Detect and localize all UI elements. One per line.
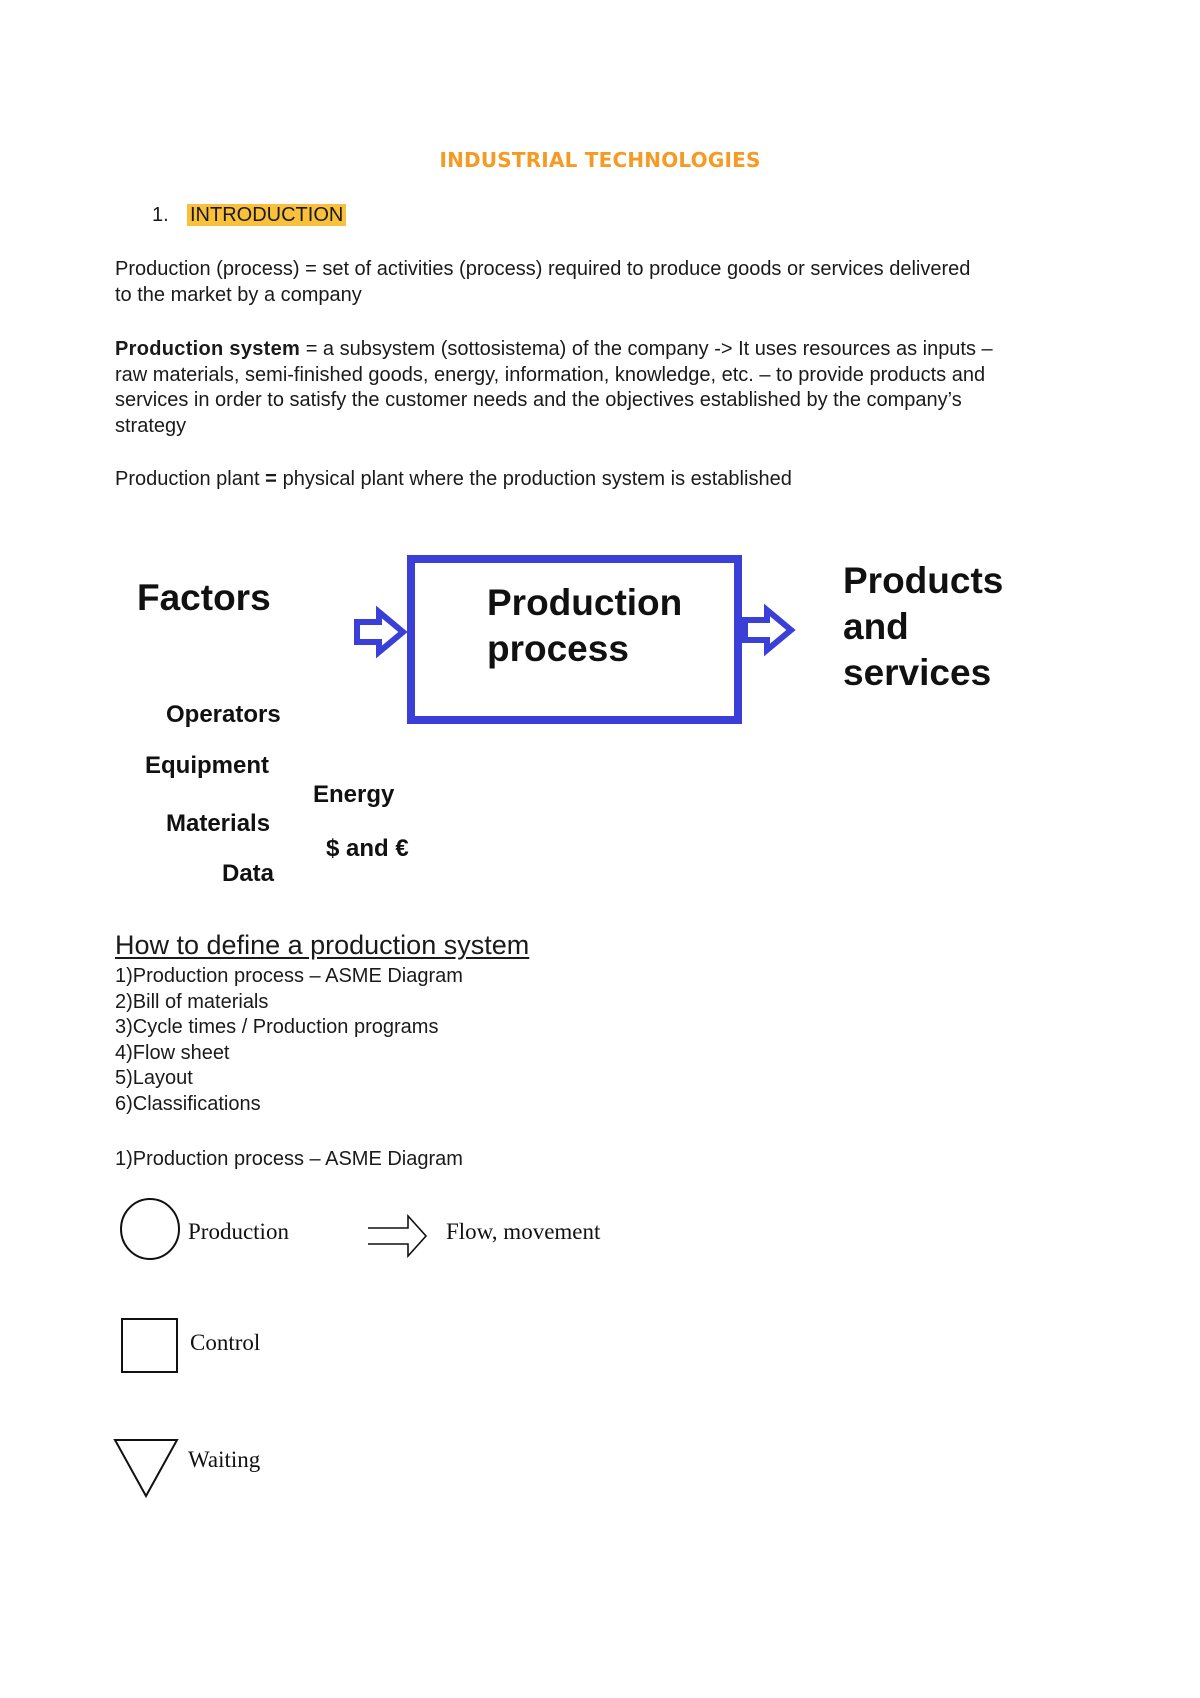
how-to-list	[115, 964, 463, 1117]
output-label-line: Products	[843, 560, 1004, 601]
paragraph-line	[115, 337, 1105, 363]
production-plant-definition	[115, 467, 1105, 493]
flow-arrow-icon	[366, 1214, 428, 1258]
asme-subheading: 1)Production process – ASME Diagram	[115, 1148, 463, 1170]
process-label	[487, 580, 682, 672]
factor-energy: Energy	[313, 781, 395, 808]
production-process-definition	[115, 257, 1105, 308]
section-heading-text: INTRODUCTION	[187, 204, 346, 226]
factor-data: Data	[222, 860, 275, 887]
production-system-definition	[115, 337, 1105, 439]
term-production-system: Production system	[115, 338, 301, 360]
output-label-line: and	[843, 606, 909, 647]
output-arrow-icon	[741, 606, 795, 654]
production-circle-icon	[120, 1198, 182, 1262]
list-item: 1)Production process – ASME Diagram	[115, 965, 463, 987]
paragraph-line: strategy	[115, 414, 187, 437]
control-square-icon	[121, 1318, 179, 1374]
factors-title: Factors	[137, 577, 271, 618]
waiting-triangle-icon	[113, 1438, 179, 1498]
paragraph-line: raw materials, semi-finished goods, energy, information, knowledge, etc. – to provide products and	[115, 363, 986, 386]
factor-money: $ and €	[326, 835, 409, 862]
output-label	[843, 558, 1003, 696]
factor-materials: Materials	[166, 810, 271, 837]
paragraph-text: = a subsystem (sottosistema) of the company -> It uses resources as inputs –	[300, 338, 993, 360]
equals-sign: =	[265, 468, 278, 490]
list-item: 2)Bill of materials	[115, 990, 269, 1013]
asme-production-label: Production	[188, 1219, 289, 1244]
factor-equipment: Equipment	[145, 752, 269, 779]
asme-control-label: Control	[190, 1330, 261, 1355]
process-label-line: Production	[487, 582, 683, 623]
process-label-line: process	[487, 628, 629, 669]
input-arrow-icon	[353, 608, 407, 656]
paragraph-text: physical plant where the production system is established	[277, 468, 792, 490]
list-item: 6)Classifications	[115, 1092, 261, 1115]
section-heading	[152, 204, 346, 227]
paragraph-line: Production (process) = set of activities (process) required to produce goods or services delivered	[115, 258, 971, 280]
output-label-line: services	[843, 652, 992, 693]
section-number: 1.	[152, 204, 169, 226]
asme-flow-label: Flow, movement	[446, 1219, 601, 1244]
paragraph-line: to the market by a company	[115, 283, 362, 306]
factor-operators: Operators	[166, 701, 281, 728]
term-production-plant: Production plant	[115, 468, 266, 490]
document-title: INDUSTRIAL TECHNOLOGIES	[439, 148, 761, 172]
asme-waiting-label: Waiting	[188, 1447, 261, 1472]
paragraph-line: services in order to satisfy the customer needs and the objectives established by the company’s	[115, 389, 962, 411]
how-to-heading: How to define a production system	[115, 930, 530, 960]
list-item: 4)Flow sheet	[115, 1041, 230, 1064]
list-item: 3)Cycle times / Production programs	[115, 1016, 439, 1038]
list-item: 5)Layout	[115, 1067, 193, 1089]
